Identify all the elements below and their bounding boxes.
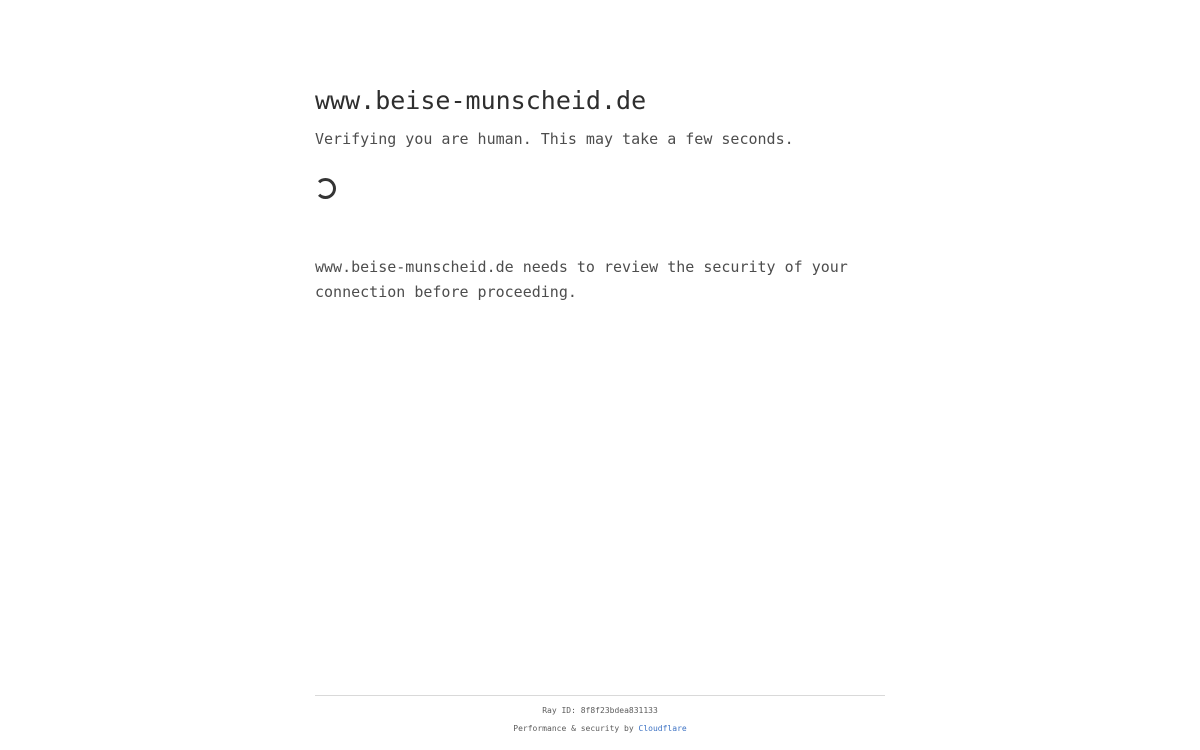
attribution-text: Performance & security by <box>513 724 634 733</box>
ray-id <box>315 705 885 716</box>
security-review-text: www.beise-munscheid.de needs to review the security of your connection before proceeding. <box>315 258 848 301</box>
cloudflare-link[interactable]: Cloudflare <box>638 724 687 733</box>
footer <box>315 695 885 750</box>
page-title: www.beise-munscheid.de <box>315 86 647 115</box>
ray-id-value: 8f8f23bdea831133 <box>580 706 658 715</box>
spacer <box>0 305 1200 695</box>
verifying-status-text: Verifying you are human. This may take a few seconds. <box>315 130 794 148</box>
main-content <box>315 0 885 305</box>
attribution <box>315 723 885 734</box>
ray-id-label: Ray ID: <box>542 706 576 715</box>
loading-spinner-icon <box>315 178 336 199</box>
